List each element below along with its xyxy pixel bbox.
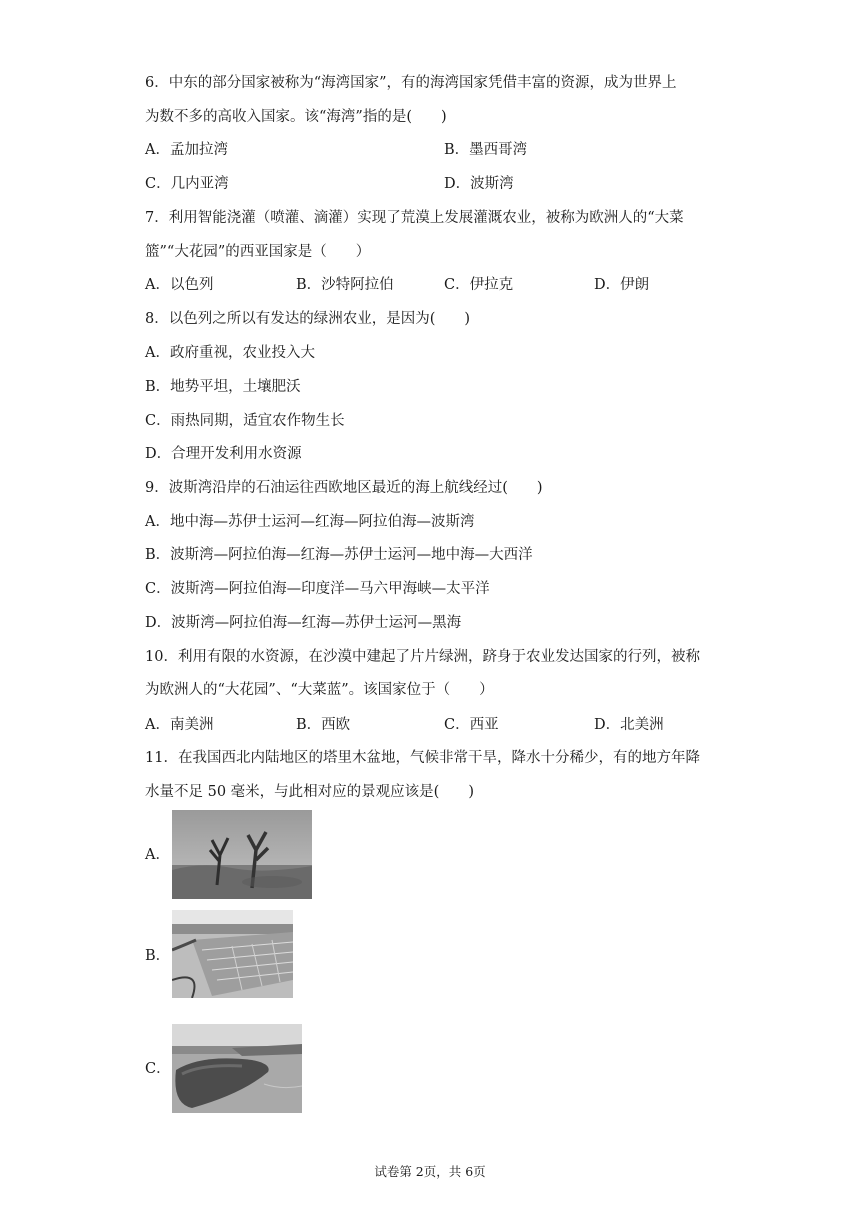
q10-stem-line2: 为欧洲人的“大花园”、“大菜蓝”。该国家位于（ ） <box>145 682 494 698</box>
q9-stem: 9．波斯湾沿岸的石油运往西欧地区最近的海上航线经过( ) <box>145 480 543 496</box>
page-footer: 试卷第 2页，共 6页 <box>374 1164 486 1179</box>
q11-option-b-label: B． <box>145 948 171 964</box>
q9-option-c: C．波斯湾—阿拉伯海—印度洋—马六甲海峡—太平洋 <box>145 581 490 597</box>
q11-option-a-label: A． <box>145 847 170 863</box>
q7-option-b: B．沙特阿拉伯 <box>296 277 394 293</box>
q11-stem-line1: 11．在我国西北内陆地区的塔里木盆地，气候非常干旱，降水十分稀少，有的地方年降 <box>145 750 700 766</box>
q6-option-d: D．波斯湾 <box>444 176 514 192</box>
q6-option-b: B．墨西哥湾 <box>444 142 528 158</box>
q11-option-c-photo <box>172 1024 302 1113</box>
q11-option-a-photo <box>172 810 312 899</box>
q10-option-a: A．南美洲 <box>145 717 214 733</box>
q10-option-c: C．西亚 <box>444 717 499 733</box>
q9-option-b: B．波斯湾—阿拉伯海—红海—苏伊士运河—地中海—大西洋 <box>145 547 533 563</box>
q10-stem-line1: 10．利用有限的水资源，在沙漠中建起了片片绿洲，跻身于农业发达国家的行列，被称 <box>145 649 700 665</box>
q11-stem-line2: 水量不足 50 毫米，与此相对应的景观应该是( ) <box>145 784 474 800</box>
q10-option-b: B．西欧 <box>296 717 351 733</box>
q9-option-d: D．波斯湾—阿拉伯海—红海—苏伊士运河—黑海 <box>145 615 462 631</box>
q8-option-b: B．地势平坦，土壤肥沃 <box>145 379 301 395</box>
q6-stem-line2: 为数不多的高收入国家。该“海湾”指的是( ) <box>145 109 447 125</box>
q8-stem: 8．以色列之所以有发达的绿洲农业，是因为( ) <box>145 311 471 327</box>
q9-option-a: A．地中海—苏伊士运河—红海—阿拉伯海—波斯湾 <box>145 514 475 530</box>
q7-option-d: D．伊朗 <box>594 277 650 293</box>
q6-option-c: C．几内亚湾 <box>145 176 229 192</box>
q10-option-d: D．北美洲 <box>594 717 664 733</box>
q6-option-a: A．孟加拉湾 <box>145 142 228 158</box>
q7-stem-line2: 篮”“大花园”的西亚国家是（ ） <box>145 244 371 260</box>
q8-option-c: C．雨热同期，适宜农作物生长 <box>145 413 345 429</box>
q7-option-a: A．以色列 <box>145 277 214 293</box>
q8-option-a: A．政府重视，农业投入大 <box>145 345 315 361</box>
q11-option-c-label: C． <box>145 1061 171 1077</box>
q7-stem-line1: 7．利用智能浇灌（喷灌、滴灌）实现了荒漠上发展灌溉农业，被称为欧洲人的“大菜 <box>145 210 684 226</box>
q8-option-d: D．合理开发利用水资源 <box>145 446 302 462</box>
q6-stem-line1: 6．中东的部分国家被称为“海湾国家”，有的海湾国家凭借丰富的资源，成为世界上 <box>145 75 677 91</box>
q11-option-b-photo <box>172 910 293 998</box>
q7-option-c: C．伊拉克 <box>444 277 514 293</box>
